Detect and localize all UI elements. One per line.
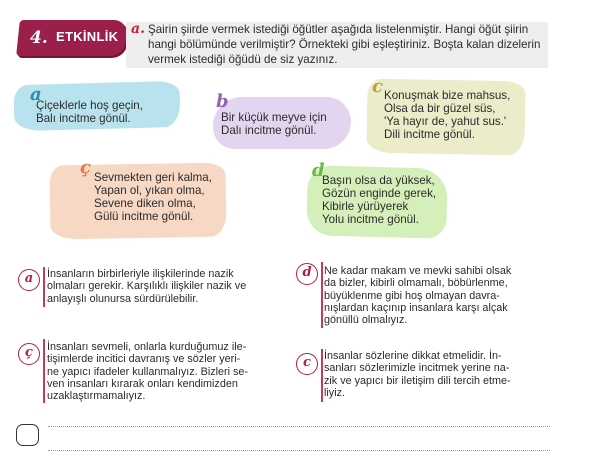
stanza-line: Yapan ol, yıkan olma, xyxy=(94,184,205,197)
advice-c-answer-circle[interactable]: c xyxy=(296,353,318,375)
advice-a xyxy=(47,268,246,305)
stanza-line: Dili incitme gönül. xyxy=(384,128,475,141)
advice-c-cedilla-answer-circle[interactable]: ç xyxy=(18,343,40,365)
advice-line: gönüllü olmalıyız. xyxy=(324,314,408,327)
advice-d-bar xyxy=(321,262,323,328)
stanza-line: Konuşmak bize mahsus, xyxy=(384,89,511,102)
advice-d-answer-circle[interactable]: d xyxy=(296,263,318,285)
stanza-line: Yolu incitme gönül. xyxy=(322,213,419,226)
stanza-line: Başın olsa da yüksek, xyxy=(322,174,435,187)
advice-line: tişimlerde incitici davranış ve sözler yeri- xyxy=(47,353,241,366)
stanza-c-letter: c xyxy=(372,76,383,97)
stanza-d-letter: d xyxy=(312,160,325,181)
activity-label: ETKİNLİK xyxy=(56,29,119,44)
advice-line: büyüklenme gibi hoş olmayan davra- xyxy=(324,289,500,302)
stanza-d xyxy=(322,174,436,226)
stanza-line: Bir küçük meyve için xyxy=(221,111,327,124)
advice-line: uzaklaştırmamalıyız. xyxy=(47,390,146,403)
instruction-text: Şairin şiirde vermek istediği öğütler aşağıda listelenmiştir. Hangi öğüt şiirin hangi bölümünde verilmiştir? Örnekteki gibi eşleştiriniz. Boşta kalan dizelerin vermek istediği öğüdü de siz yazınız. xyxy=(148,23,541,66)
remaining-answer-box[interactable] xyxy=(16,424,39,446)
advice-line: ven insanları kırarak onları kendimizden xyxy=(47,377,238,390)
advice-c-cedilla-bar xyxy=(43,339,45,403)
stanza-b xyxy=(221,111,327,137)
advice-line: ne yapıcı ifadeler kullanmalıyız. Bizleri se- xyxy=(47,365,249,378)
advice-line: sanları sözlerimizle incitmek yerine na- xyxy=(324,362,510,375)
advice-line: nışlardan kaçınıp insanlara karşı alçak xyxy=(324,301,508,314)
stanza-line: 'Ya hayır de, yahut sus.' xyxy=(384,115,507,128)
advice-line: İnsanları sevmeli, onlarla kurduğumuz ile- xyxy=(47,341,247,353)
advice-line: Ne kadar makam ve mevki sahibi olsak xyxy=(324,265,512,277)
advice-line: İnsanların birbirleriyle ilişkilerinde nazik xyxy=(47,268,234,280)
stanza-a-letter: a xyxy=(30,84,42,105)
writing-line[interactable] xyxy=(48,450,550,451)
advice-line: da bizler, kibirli olmamalı, böbürlenme, xyxy=(324,277,508,290)
advice-c-cedilla xyxy=(47,341,248,402)
stanza-line: Çiçeklerle hoş geçin, xyxy=(36,99,143,112)
instruction-letter: a. xyxy=(131,21,145,37)
advice-line: İnsanlar sözlerine dikkat etmelidir. İn- xyxy=(324,350,502,362)
stanza-line: Kibirle yürüyerek xyxy=(322,200,409,213)
advice-line: anlayışlı olunursa sürdürülebilir. xyxy=(47,292,199,305)
stanza-c-cedilla xyxy=(94,171,212,223)
stanza-b-letter: b xyxy=(216,91,229,112)
advice-line: olmaları gerekir. Karşılıklı ilişkiler nazik ve xyxy=(47,280,247,293)
advice-a-answer-circle[interactable]: a xyxy=(18,269,40,291)
writing-line[interactable] xyxy=(48,426,550,427)
advice-c xyxy=(324,350,511,399)
stanza-line: Gözün enginde gerek, xyxy=(322,187,437,200)
advice-line: liyiz. xyxy=(324,386,345,399)
stanza-line: Balı incitme gönül. xyxy=(36,112,131,125)
stanza-line: Gülü incitme gönül. xyxy=(94,210,194,223)
advice-d xyxy=(324,265,511,326)
stanza-c-cedilla-letter: ç xyxy=(80,157,91,178)
stanza-line: Sevmekten geri kalma, xyxy=(94,171,212,184)
stanza-line: Dalı incitme gönül. xyxy=(221,124,317,137)
advice-line: zik ve yapıcı bir iletişim dili tercih etme- xyxy=(324,374,511,387)
stanza-line: Sevene diken olma, xyxy=(94,197,196,210)
stanza-a xyxy=(36,99,143,125)
advice-c-bar xyxy=(321,349,323,402)
advice-a-bar xyxy=(43,267,45,307)
activity-number: 4. xyxy=(30,28,48,48)
stanza-line: Olsa da bir güzel süs, xyxy=(384,102,496,115)
stanza-c xyxy=(384,89,510,141)
